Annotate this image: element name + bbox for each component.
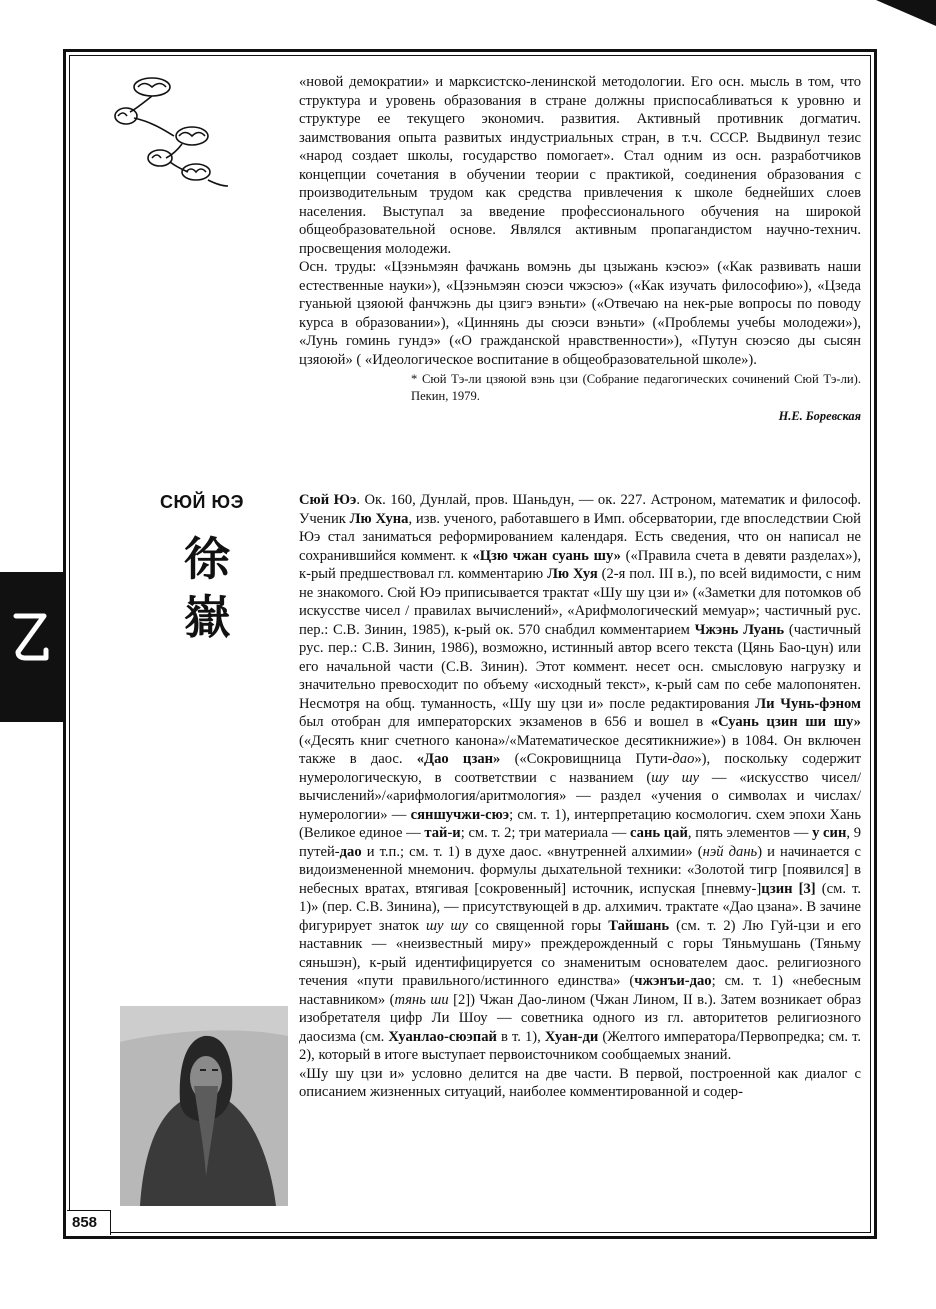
text-run: , изв. ученого, работавшего в Имп. обсерватории, где впоследствии Сюй Юэ стал заниматься реформированием календаря. Есть сведения, что он написал не сохранившийся коммент. к bbox=[299, 510, 861, 564]
italic-term: тянь ши bbox=[394, 991, 449, 1008]
bold-term[interactable]: Хуан-ди bbox=[544, 1028, 599, 1045]
bold-term[interactable]: чжэнъи-дао bbox=[634, 973, 712, 989]
text-run: , пять элементов — bbox=[687, 825, 813, 841]
text-run: («Десять книг счетного канона»/«Математическое десятикнижие») в 1084. Он включен также в даос. bbox=[299, 732, 861, 767]
bold-term[interactable]: у син bbox=[812, 825, 847, 841]
bold-term[interactable]: цзин [3] bbox=[761, 880, 816, 897]
bold-term[interactable]: дао bbox=[339, 843, 362, 860]
text-run: ; см. т. 1), интерпретацию космологич. схем эпохи Хань (Великое единое — bbox=[299, 806, 862, 841]
text-run: (частичный рус. пер.: С.В. Зинин, 1986), возможно, истинный автор всего текста (Цянь Бао-цун) или его начальной части (С.В. Зинин). Этот коммент. несет осн. смысловую нагрузку и значительно превосходит по объему «исходный текст», к-рый сам по себе малопонятен. Несмотря на общ. туманность, «Шу шу цзи и» после редактирования bbox=[299, 621, 861, 712]
bold-term[interactable]: Тайшань bbox=[608, 917, 670, 934]
italic-term: нэй дань bbox=[702, 843, 758, 860]
text-run: (см. т. 1)» (пер. С.В. Зинина), — присутствующей в др. алхимич. трактате «Дао цзана». В зачине фигурирует знаток bbox=[299, 880, 861, 934]
text-run: . Ок. 160, Дунлай, пров. Шаньдун, — ок. 227. Астроном, математик и философ. Ученик bbox=[299, 492, 861, 527]
portrait-image bbox=[120, 1006, 288, 1206]
text-run: ; см. т. 1) «небесным наставником» ( bbox=[299, 973, 861, 1008]
italic-term: шу шу bbox=[651, 769, 700, 786]
italic-term: шу шу bbox=[426, 917, 469, 934]
bold-term[interactable]: Лю Хуя bbox=[547, 566, 598, 582]
hanzi-char-2: 嶽 bbox=[184, 590, 230, 644]
bold-term[interactable]: Чжэнь Луань bbox=[694, 621, 785, 638]
text-run: (см. т. 2) Лю Гуй-цзи и его наставник — «неизвестный миру» преждерожденный с горы Тяньмушань (Тяньму сяньшэн), к-рый идентифицируется со знаменитым основателем даос. религиозного течения «пути правильного/истинного единства» ( bbox=[299, 917, 861, 989]
thumb-index-glyph bbox=[10, 604, 50, 664]
article-works-paragraph: Осн. труды: «Цзэньмэян фачжань вомэнь ды цзыжань кэсюэ» («Как развивать наши естественные науки»), «Цзэньмэян сюэси чжэсюэ» («Как изучать философию»), «Цзеда гуаньюй цзяоюй фанчжэнь ды цзигэ вэньти» («Отвечаю на нек-рые вопросы по поводу курса в образовании»), «Циннянь ды сюэси вэньти» («Проблемы учебы молодежи»), «Лунь гоминь гундэ» («О гражданской нравственности»), «Путун сюэсяо ды сысян цзяоюй» ( «Идеологическое воспитание в общеобразовательной школе»). bbox=[299, 259, 861, 368]
cloud-ornament-icon bbox=[112, 72, 232, 192]
page-number: 858 bbox=[72, 1214, 98, 1231]
text-run: («Сокровищница Пути- bbox=[500, 751, 673, 767]
text-run: был отобран для императорских экзаменов в 656 и вошел в bbox=[299, 714, 711, 730]
entry-headword: СЮЙ ЮЭ bbox=[160, 492, 244, 512]
bold-term[interactable]: «Суань цзин ши шу» bbox=[710, 714, 861, 730]
entry-hanzi bbox=[172, 530, 242, 646]
text-run: (2-я пол. III в.), по всей видимости, с ним не знакомого. Сюй Юэ приписывается трактат «Шу шу цзи и» («Заметки для потомков об искусстве чисел / правилах вычислений», «Арифмологический мемуар»; частичный рус. пер.: С.В. Зинин, 1985), к-рый ок. 570 снабдил комментарием bbox=[299, 566, 861, 638]
text-run: [2]) Чжан Дао-лином (Чжан Лином, II в.). Затем возникает образ изобретателя цифр Ли Шоу — советника одного из гл. авторитетов религиозного даосизма (см. bbox=[299, 991, 861, 1045]
bold-term[interactable]: Хуанлао-сюэпай bbox=[388, 1028, 497, 1045]
bibliography-reference: * Сюй Тэ-ли цзяоюй вэнь цзи (Собрание педагогических сочинений Сюй Тэ-ли). Пекин, 1979. bbox=[411, 372, 861, 403]
bold-term[interactable]: Лю Хуна bbox=[349, 510, 409, 527]
text-run: со священной горы bbox=[468, 917, 609, 934]
text-run: »), поскольку содержит нумерологическую, в соответствии с названием ( bbox=[299, 751, 861, 786]
corner-arrow-mark bbox=[876, 0, 936, 26]
bold-term[interactable]: сань цай bbox=[630, 825, 688, 841]
bold-term[interactable]: «Дао цзан» bbox=[416, 751, 501, 767]
bold-term[interactable]: Сюй Юэ bbox=[299, 492, 357, 508]
article-continuation bbox=[299, 73, 861, 426]
bold-term[interactable]: Ли Чунь-фэном bbox=[755, 695, 861, 712]
text-run: в т. 1), bbox=[496, 1028, 545, 1045]
article-paragraph: «новой демократии» и марксистско-ленинской методологии. Его осн. мысль в том, что структура и уровень образования в стране должны приспосабливаться к уровню и структуре ее текущего экономич. развития. Активный противник догматич. заимствования опыта развитых индустриальных стран, в т.ч. СССР. Выдвинул тезис «народ создает школы, государство помогает». Стал одним из осн. разработчиков концепции сочетания в обучении теории с практикой, соединения образования с производительным трудом как средства привлечения к школе беднейших слоев населения. Выступал за введение профессионального обучения на широкой общеобразовательной основе. Являлся активным пропагандистом научно-технич. просвещения молодежи. bbox=[299, 74, 861, 257]
entry-last-paragraph: «Шу шу цзи и» условно делится на две части. В первой, построенной как диалог с описанием жизненных ситуаций, наиболее комментированной и содер- bbox=[299, 1065, 861, 1100]
text-run: — «искусство чисел/вычислений»/«арифмология/аритмология» — раздел «учения о символах и числах/нумерологии» — bbox=[299, 769, 861, 823]
italic-term: дао bbox=[672, 751, 695, 767]
bold-term[interactable]: сяншучжи-сюэ bbox=[410, 806, 510, 823]
text-run: (Желтого императора/Первопредка; см. т. 2), который в итоге выступает первоисточником сообщаемых знаний. bbox=[299, 1028, 861, 1063]
text-run: ) и начинается с видоизмененной мнемонич. формулы дыхательной техники: «Золотой тигр [появился] в небесных вратах, втягивая [сокровенный] источник, испуская [пневму-] bbox=[299, 843, 861, 897]
text-run: («Правила счета в девяти разделах»), к-рый предшествовал гл. комментарию bbox=[299, 547, 862, 582]
text-run: ; см. т. 2; три материала — bbox=[460, 825, 631, 841]
text-run: и т.п.; см. т. 1) в духе даос. «внутренней алхимии» ( bbox=[361, 843, 703, 860]
hanzi-char-1: 徐 bbox=[184, 532, 230, 586]
text-run: , 9 путей- bbox=[299, 825, 861, 860]
entry-body bbox=[299, 491, 861, 1102]
bold-term[interactable]: «Цзю чжан суань шу» bbox=[472, 547, 621, 564]
bold-term[interactable]: тай-и bbox=[424, 825, 461, 841]
entry-main-paragraph bbox=[299, 491, 861, 1065]
article-author: Н.Е. Боревская bbox=[778, 409, 861, 423]
